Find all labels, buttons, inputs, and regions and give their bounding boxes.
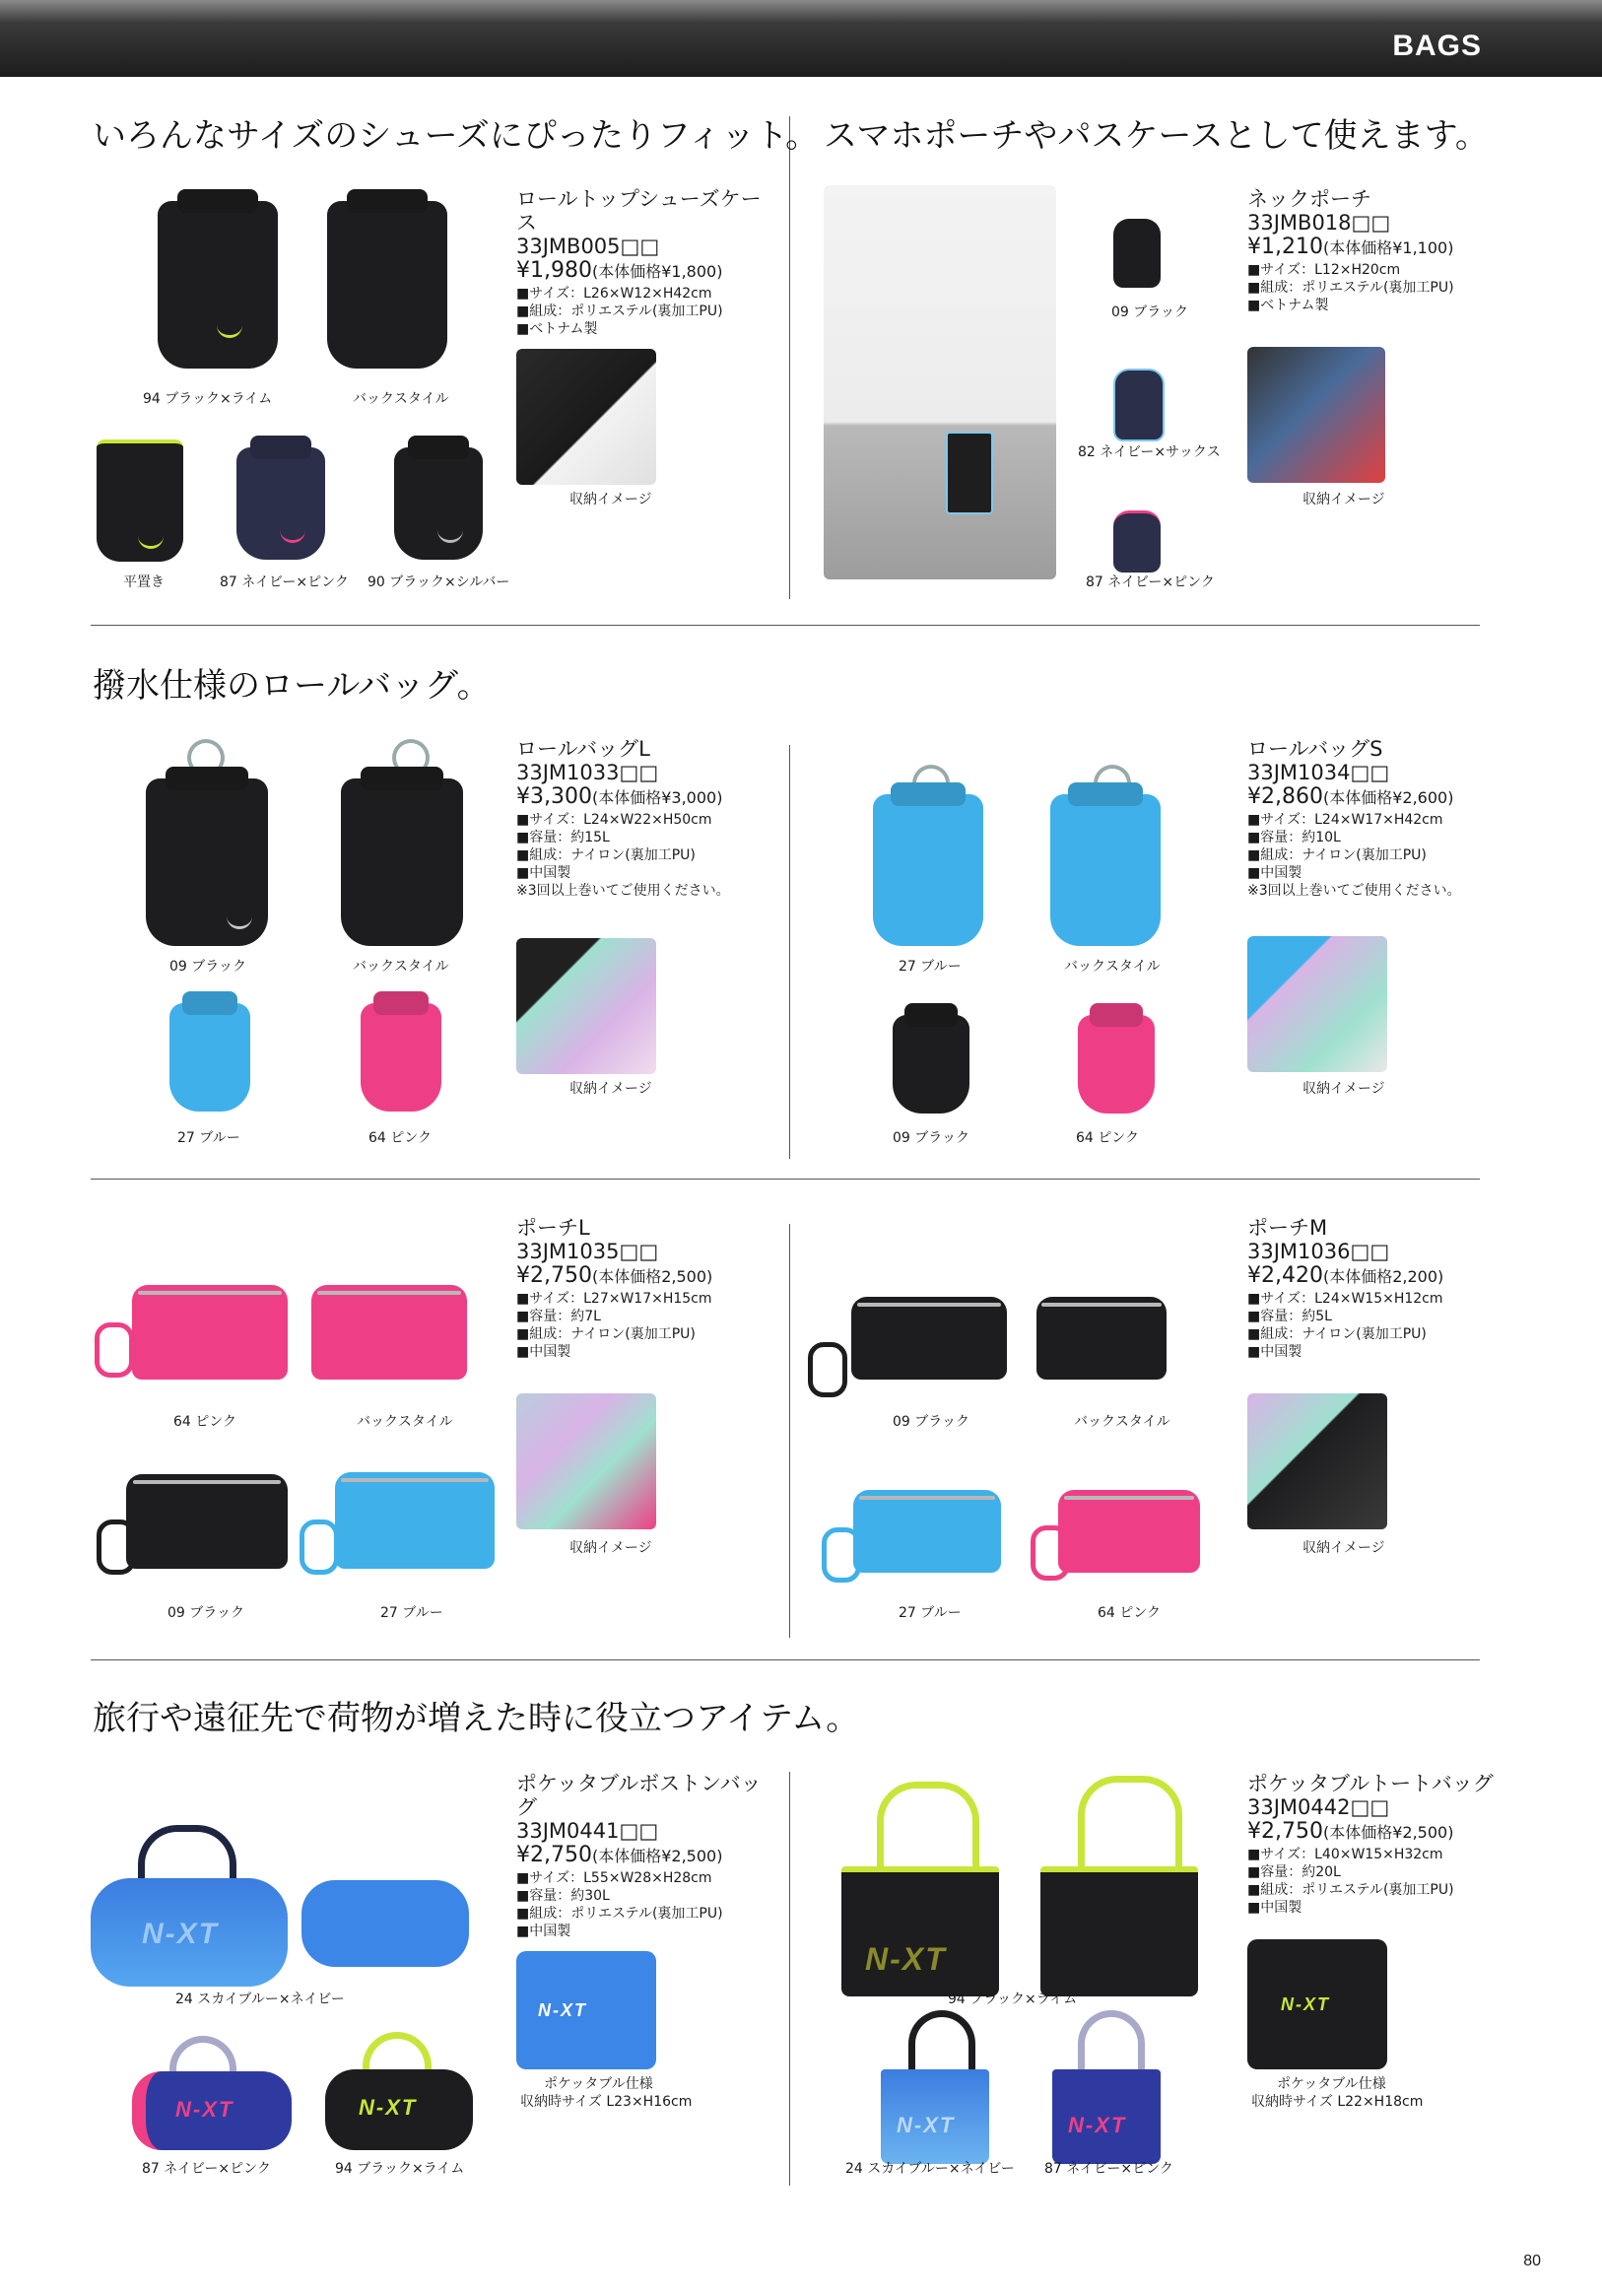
product-info <box>1247 1772 1503 1917</box>
product-price <box>1247 235 1503 261</box>
product-code: 33JM1034□□ <box>1247 761 1390 784</box>
price-value: ¥2,860 <box>1247 784 1323 809</box>
spec-line: ■中国製 <box>516 1344 571 1360</box>
color-caption: 27 ブルー <box>899 1605 962 1621</box>
spec-line: ■組成：ナイロン(裏加工PU) <box>516 847 696 863</box>
color-caption: 64 ピンク <box>1098 1605 1161 1621</box>
section-heading-phone: スマホポーチやパスケースとして使えます。 <box>824 116 1489 156</box>
zipper <box>859 1496 995 1500</box>
storage-image-caption: 収納イメージ <box>569 492 652 507</box>
bag-photo-blue <box>169 1003 250 1112</box>
spec-line: ■組成：ナイロン(裏加工PU) <box>1247 1326 1427 1342</box>
product-code: 33JMB018□□ <box>1247 211 1391 235</box>
package-caption: ポケッタブル仕様 <box>544 2076 653 2092</box>
pouch-photo-navy-sax <box>1113 369 1165 441</box>
price-base: (本体価格¥2,600) <box>1322 788 1454 807</box>
nxt-logo: N-XT <box>1281 1994 1330 2014</box>
product-name: ポーチM <box>1247 1216 1328 1240</box>
bag-photo-pink <box>361 1003 441 1112</box>
color-caption: バックスタイル <box>1064 959 1161 975</box>
product-code: 33JMB005□□ <box>516 235 660 258</box>
product-code: 33JM1036□□ <box>1247 1240 1390 1263</box>
price-base: (本体価格¥2,500) <box>591 1847 723 1865</box>
spec-line: ■サイズ：L24×W22×H50cm <box>516 812 712 828</box>
product-price <box>1247 1819 1503 1846</box>
price-value: ¥2,750 <box>516 1263 592 1288</box>
wrist-strap <box>808 1342 847 1397</box>
spec-line: ■サイズ：L40×W15×H32cm <box>1247 1847 1443 1862</box>
package-size-caption: 収納時サイズ L23×H16cm <box>520 2094 693 2110</box>
spec-line: ■サイズ：L26×W12×H42cm <box>516 286 712 302</box>
boston-photo-sky-navy <box>91 1878 288 1987</box>
color-caption: 24 スカイブルー×ネイビー <box>845 2161 1015 2177</box>
price-base: (本体価格2,200) <box>1322 1267 1444 1286</box>
spec-line: ■容量：約10L <box>1247 830 1341 845</box>
section-heading-travel: 旅行や遠征先で荷物が増えた時に役立つアイテム。 <box>93 1699 860 1738</box>
nxt-logo: N-XT <box>359 2095 418 2120</box>
boston-photo-navy-pink <box>132 2071 292 2150</box>
bag-photo-flat <box>97 439 183 562</box>
tote-photo-sky-navy <box>881 2069 989 2164</box>
pouch-photo-pink <box>1058 1490 1200 1573</box>
pocketable-package-photo <box>1247 1939 1387 2069</box>
product-info <box>1247 737 1503 900</box>
storage-image-caption: 収納イメージ <box>1302 492 1385 507</box>
storage-image-photo <box>1247 936 1387 1072</box>
spec-line: ■サイズ：L12×H20cm <box>1247 262 1401 278</box>
color-caption: 27 ブルー <box>177 1130 240 1146</box>
color-caption: 64 ピンク <box>173 1414 236 1430</box>
pouch-photo-black <box>851 1297 1007 1380</box>
price-base: (本体価格¥2,500) <box>1322 1823 1454 1842</box>
runbird-logo-icon <box>217 325 242 338</box>
color-caption: バックスタイル <box>1074 1414 1170 1430</box>
color-caption: 90 ブラック×シルバー <box>367 574 510 590</box>
bag-photo-black-silver <box>394 447 483 560</box>
color-caption: バックスタイル <box>357 1414 453 1430</box>
price-value: ¥2,750 <box>516 1843 592 1867</box>
color-caption: 87 ネイビー×ピンク <box>1044 2161 1173 2177</box>
price-value: ¥2,750 <box>1247 1819 1323 1844</box>
bag-photo-back-style <box>1050 794 1161 946</box>
color-caption: 64 ピンク <box>368 1130 432 1146</box>
product-info <box>516 1772 772 1940</box>
product-info <box>516 1216 772 1361</box>
pouch-photo-back-style <box>311 1285 467 1380</box>
column-divider <box>789 1224 790 1638</box>
boston-photo-folded <box>301 1880 469 1967</box>
pouch-photo-navy-pink <box>1113 510 1161 573</box>
zipper <box>138 1291 281 1295</box>
bag-photo-blue <box>873 794 983 946</box>
price-base: (本体価格¥3,000) <box>591 788 723 807</box>
bag-photo-black <box>146 778 268 946</box>
product-info <box>516 187 772 338</box>
product-price <box>516 1263 772 1290</box>
product-info <box>1247 1216 1503 1361</box>
pouch-photo-black <box>1113 219 1161 288</box>
pouch-photo-pink <box>132 1285 288 1380</box>
pocketable-package-photo <box>516 1951 656 2069</box>
bag-photo-black <box>893 1015 969 1114</box>
price-base: (本体価格¥1,800) <box>591 262 723 281</box>
zipper <box>133 1480 282 1484</box>
color-caption: 94 ブラック×ライム <box>948 1992 1078 2007</box>
color-caption: 09 ブラック <box>893 1130 969 1146</box>
pouch-photo-blue <box>335 1472 495 1569</box>
product-name: ロールトップシューズケース <box>516 187 762 235</box>
product-price <box>516 784 772 811</box>
color-caption: 27 ブルー <box>380 1605 443 1621</box>
spec-line: ■ベトナム製 <box>516 321 598 337</box>
storage-image-caption: 収納イメージ <box>1302 1081 1385 1097</box>
color-caption: バックスタイル <box>353 391 449 407</box>
bag-photo-back-style <box>341 778 463 946</box>
price-base: (本体価格2,500) <box>591 1267 713 1286</box>
section-divider <box>91 1659 1480 1660</box>
product-name: ポケッタブルトートバッグ <box>1247 1772 1494 1795</box>
spec-line: ■容量：約30L <box>516 1888 610 1904</box>
bag-photo-back-style <box>327 201 447 369</box>
pouch-photo-black <box>126 1474 288 1569</box>
spec-line: ■組成：ポリエステル(裏加工PU) <box>1247 280 1454 296</box>
section-divider <box>91 625 1480 626</box>
spec-line: ■組成：ナイロン(裏加工PU) <box>516 1326 696 1342</box>
package-caption: ポケッタブル仕様 <box>1277 2076 1386 2092</box>
product-name: ネックポーチ <box>1247 187 1371 211</box>
page-number: 80 <box>1523 2253 1541 2269</box>
spec-line: ■中国製 <box>1247 865 1302 881</box>
color-caption: 82 ネイビー×サックス <box>1078 444 1221 460</box>
zipper <box>857 1303 1000 1307</box>
runbird-logo-icon <box>280 530 305 543</box>
nxt-logo: N-XT <box>897 2113 956 2137</box>
product-code: 33JM0442□□ <box>1247 1795 1390 1819</box>
storage-image-photo <box>516 349 656 485</box>
price-value: ¥1,980 <box>516 258 592 283</box>
price-value: ¥1,210 <box>1247 235 1323 259</box>
product-name: ポーチL <box>516 1216 590 1240</box>
spec-line: ■サイズ：L24×W17×H42cm <box>1247 812 1443 828</box>
spec-line: ■中国製 <box>1247 1900 1302 1916</box>
spec-line: ■容量：約15L <box>516 830 610 845</box>
nxt-logo: N-XT <box>865 1941 947 1977</box>
bag-photo-black-lime <box>158 201 278 369</box>
product-price <box>516 1843 772 1869</box>
nxt-logo: N-XT <box>175 2097 234 2122</box>
nxt-logo: N-XT <box>142 1918 219 1950</box>
color-caption: 09 ブラック <box>1111 304 1188 320</box>
spec-line: ■容量：約20L <box>1247 1864 1341 1880</box>
storage-image-photo <box>516 938 656 1074</box>
section-heading-rollbag: 撥水仕様のロールバッグ。 <box>93 666 491 706</box>
product-price <box>1247 784 1503 811</box>
zipper <box>1064 1496 1194 1500</box>
price-base: (本体価格¥1,100) <box>1322 238 1454 257</box>
spec-line: ■組成：ポリエステル(裏加工PU) <box>1247 1882 1454 1898</box>
spec-line: ■中国製 <box>516 1924 571 1939</box>
model-photo <box>824 185 1056 579</box>
tote-photo-back-style <box>1040 1866 1198 1996</box>
spec-line: ■組成：ポリエステル(裏加工PU) <box>516 1906 723 1922</box>
boston-photo-black-lime <box>325 2069 473 2150</box>
zipper <box>317 1291 460 1295</box>
spec-line: ■容量：約7L <box>516 1309 601 1324</box>
storage-image-caption: 収納イメージ <box>569 1540 652 1556</box>
storage-image-photo <box>1247 347 1385 483</box>
wrist-strap <box>300 1519 339 1575</box>
wrist-strap <box>95 1322 134 1378</box>
price-value: ¥2,420 <box>1247 1263 1323 1288</box>
product-price <box>1247 1263 1503 1290</box>
spec-line: ■ベトナム製 <box>1247 298 1329 313</box>
color-caption: 27 ブルー <box>899 959 962 975</box>
color-caption: 94 ブラック×ライム <box>143 391 273 407</box>
header-bar <box>0 0 1602 77</box>
column-divider <box>789 745 790 1159</box>
bag-photo-pink <box>1078 1015 1155 1114</box>
storage-image-caption: 収納イメージ <box>569 1081 652 1097</box>
color-caption: 平置き <box>123 574 165 590</box>
spec-line: ■中国製 <box>516 865 571 881</box>
spec-line: ■サイズ：L55×W28×H28cm <box>516 1870 712 1886</box>
spec-line: ■容量：約5L <box>1247 1309 1332 1324</box>
bag-handle <box>1078 1776 1182 1875</box>
pouch-photo-blue <box>853 1490 1001 1573</box>
pouch-photo-back-style <box>1036 1297 1167 1380</box>
column-divider <box>789 1772 790 2186</box>
color-caption: 09 ブラック <box>169 959 246 975</box>
runbird-logo-icon <box>227 916 252 929</box>
product-price <box>516 258 772 285</box>
runbird-logo-icon <box>138 536 164 549</box>
spec-line: ■中国製 <box>1247 1344 1302 1360</box>
product-name: ロールバッグS <box>1247 737 1383 761</box>
color-caption: 09 ブラック <box>893 1414 969 1430</box>
color-caption: 87 ネイビー×ピンク <box>1086 574 1215 590</box>
color-caption: 87 ネイビー×ピンク <box>220 574 349 590</box>
worn-pouch <box>946 432 993 514</box>
package-size-caption: 収納時サイズ L22×H18cm <box>1251 2094 1424 2110</box>
tote-photo-navy-pink <box>1052 2069 1161 2164</box>
spec-line: ■サイズ：L24×W15×H12cm <box>1247 1291 1443 1307</box>
color-caption: 94 ブラック×ライム <box>335 2161 465 2177</box>
color-caption: 24 スカイブルー×ネイビー <box>175 1992 345 2007</box>
nxt-logo: N-XT <box>1068 2113 1127 2137</box>
product-code: 33JM0441□□ <box>516 1819 659 1843</box>
usage-note: ※3回以上巻いてご使用ください。 <box>1247 883 1461 899</box>
product-code: 33JM1033□□ <box>516 761 659 784</box>
color-caption: バックスタイル <box>353 959 449 975</box>
color-caption: 64 ピンク <box>1076 1130 1139 1146</box>
price-value: ¥3,300 <box>516 784 592 809</box>
bag-photo-navy-pink <box>236 447 325 560</box>
color-caption: 09 ブラック <box>167 1605 244 1621</box>
tote-photo-black-lime <box>841 1866 999 1996</box>
product-info <box>516 737 772 900</box>
column-divider <box>789 116 790 599</box>
storage-image-caption: 収納イメージ <box>1302 1540 1385 1556</box>
storage-image-photo <box>1247 1393 1387 1529</box>
product-code: 33JM1035□□ <box>516 1240 659 1263</box>
product-name: ポケッタブルボストンバッグ <box>516 1772 762 1819</box>
color-caption: 87 ネイビー×ピンク <box>142 2161 271 2177</box>
spec-line: ■組成：ナイロン(裏加工PU) <box>1247 847 1427 863</box>
spec-line: ■組成：ポリエステル(裏加工PU) <box>516 304 723 319</box>
product-info <box>1247 187 1503 314</box>
section-divider <box>91 1179 1480 1180</box>
page-category-title: BAGS <box>1392 30 1482 62</box>
spec-line: ■サイズ：L27×W17×H15cm <box>516 1291 712 1307</box>
zipper <box>1041 1303 1161 1307</box>
product-name: ロールバッグL <box>516 737 650 761</box>
nxt-logo: N-XT <box>538 2000 587 2020</box>
section-heading-shoes: いろんなサイズのシューズにぴったりフィット。 <box>93 116 820 156</box>
usage-note: ※3回以上巻いてご使用ください。 <box>516 883 730 899</box>
zipper <box>341 1478 488 1482</box>
storage-image-photo <box>516 1393 656 1529</box>
runbird-logo-icon <box>437 530 463 543</box>
